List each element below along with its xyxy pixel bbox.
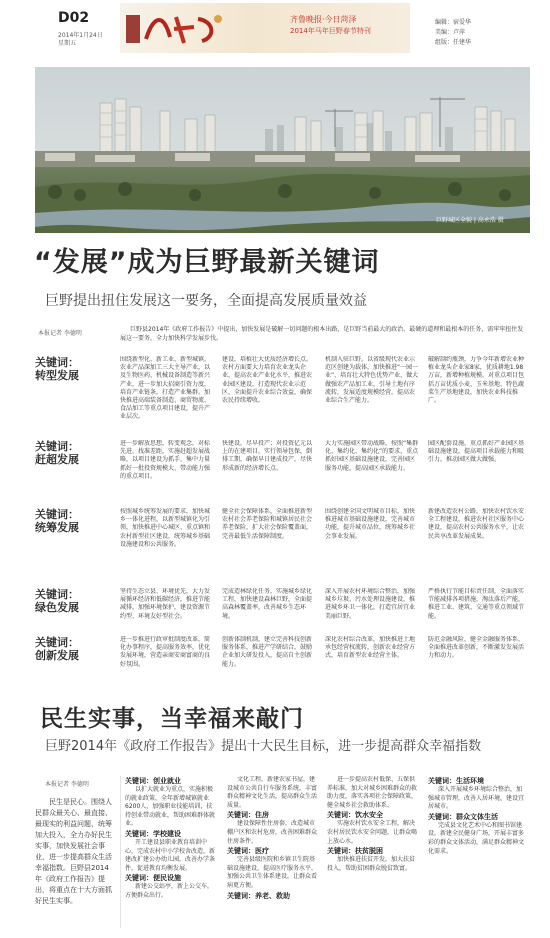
paragraph: 完善县级医院和乡镇卫生院基础设施建设，提高医疗服务水平，加强公共卫生体系建设，让群众看病更方便。 — [227, 856, 318, 889]
section-text-col: 围绕新型化、新工业、新型城镇、农业产品深加工三大主导产业，以及生物医药、机械设备制造等新兴产业，进一步加大招商引资力度，培育产业链条，打造产业集群。加快推进高端装备制造、商贸物流、食品加工等重点项目建设，提升产业层次。 — [120, 356, 211, 421]
section-text-col: 进一步解放思想，转变观念，对标先进，找准差距，实施赶超发展战略，以项目建设为抓手，集中力量抓好一批投资规模大、带动能力强的重点项目。 — [120, 440, 211, 480]
section-text-col: 大力实施园区带动战略，按照“集群化、集约化、集约化”的要求，重点抓好园区基础设施建设，完善园区服务功能，提高园区承载能力。 — [325, 440, 419, 472]
article2-subtitle: 巨野2014年《政府工作报告》提出十大民生目标，进一步提高群众幸福指数 — [45, 739, 482, 754]
section-text-col: 机制入驻巨野。以省级现代农业示范区创建为载体，加快推进“一园一业”，培育壮大特色优势产业，做大做强农产品加工业，引导土地有序流转，发展适度规模经营，提高农业综合生产能力。 — [325, 356, 419, 405]
section-text-col: 完成造林绿化任务，实施城乡绿化工程，加快建设森林巨野，全面提高森林覆盖率，改善城乡生态环境。 — [222, 588, 313, 620]
section-text-col: 严格执行节能目标责任制，全面落实节能减排各项措施，淘汰落后产能，推进工业、建筑、交通等重点领域节能。 — [428, 588, 525, 620]
subheading: 关键词：住房 — [227, 811, 269, 820]
photo-caption: 巨野城区全貌 | 高永浩 摄 — [436, 217, 504, 224]
paragraph: 加快推进扶贫开发，加大扶贫投入，帮助贫困群众脱贫致富。 — [327, 856, 416, 872]
keyword-label: 关键词： — [35, 356, 79, 369]
section-text-col: 创新体制机制，建立完善科技创新服务体系，推进产学研结合，鼓励企业加大研发投入，提高自主创新能力。 — [222, 636, 313, 668]
subheading: 关键词：饮水安全 — [327, 811, 383, 820]
city-skyline-photo-art — [35, 67, 530, 233]
article2-intro: 民生是民心。围绕人民群众最关心、最直接、最现实的利益问题，统筹加大投入，全力办好民生实事，加快发展社会事业，进一步提高群众生活幸福指数。巨野县2014年《政府工作报告》提出，将重点在十大方面抓好民生实事。 — [35, 798, 112, 905]
section-text-col: 坚持生态立县、环境优先，大力发展循环经济和低碳经济，推进节能减排，加强环境保护，建设资源节约型、环境友好型社会。 — [120, 588, 211, 620]
paragraph: 建设保障性住房套，改造城市棚户区和农村危房，改善困难群众住房条件。 — [227, 820, 318, 845]
section-text-col: 深化农村综合改革，加快推进土地承包经营权流转，创新农业经营方式，培育新型农业经营主体。 — [325, 636, 416, 660]
subheading: 关键词：生活环境 — [428, 777, 484, 785]
section-text-col: 园区配套设施，重点抓好产业园区基础设施建设，提高项目承载能力和吸引力，推动园区做大做强。 — [428, 440, 525, 464]
paragraph: 以扩大就业为重点，实施积极的就业政策，全年新增城镇就业6200人，加强职业技能培训，扶持创业带动就业，帮助困难群体就业。 — [125, 786, 216, 828]
article-title: “发展”成为巨野最新关键词 — [34, 247, 380, 278]
paragraph: 文化工程，新建农家书屋，建设城市公共自行车服务系统，丰富群众精神文化生活，提高群众生活质量。 — [227, 776, 318, 809]
paragraph: 完成县文化艺术中心和图书馆建设，新建全民健身广场，开展丰富多彩的群众文体活动，满足群众精神文化需求。 — [428, 821, 525, 855]
banner-line-1: 齐鲁晚报·今日菏泽 — [290, 15, 357, 24]
festival-banner — [120, 3, 410, 53]
article2-byline: 本报记者 李德明 — [45, 781, 89, 788]
paragraph: 新建公交站亭，新上公交车，方便群众出行。 — [125, 883, 214, 899]
keyword-text: 赶超发展 — [35, 453, 79, 466]
article2-column-b — [227, 776, 320, 932]
subheading: 关键词：群众文体生活 — [428, 812, 498, 821]
keyword-heading-innovation — [35, 636, 113, 663]
keyword-text: 创新发展 — [35, 649, 79, 662]
section-text-col: 快建设，尽早投产；对投资亿元以上的在建项目，实行领导包保，倒排工期，确保早日建成投产，尽快形成新的经济增长点。 — [222, 440, 313, 472]
credit-design: 美编：卢萍 — [435, 29, 466, 36]
keyword-text: 转型发展 — [35, 369, 79, 382]
article2-title: 民生实事，当幸福来敲门 — [40, 706, 304, 732]
article-lead: 巨野县2014年《政府工作报告》中提出，加快发展是破解一切问题的根本出路，是巨野当前最大的政治、最硬的道理和最根本的任务，需牢牢扭住发展这一要务，全力加快科学发展步伐。 — [120, 326, 524, 342]
subheading: 关键词：便民设施 — [125, 874, 181, 883]
article2-column-a — [125, 776, 218, 932]
keyword-heading-transformation — [35, 356, 113, 383]
subheading: 关键词：养老、救助 — [227, 891, 290, 900]
column-divider — [120, 776, 121, 928]
article-byline: 本报记者 李德明 — [38, 330, 82, 337]
article2-column-d — [428, 776, 526, 932]
subheading: 关键词：学校建设 — [125, 829, 181, 838]
article2-column-c — [327, 776, 420, 932]
credit-proof: 组版：任建华 — [435, 39, 472, 46]
calligraphy-art-icon — [124, 9, 224, 49]
keyword-label: 关键词： — [35, 636, 79, 649]
section-text-col: 深入开展农村环境综合整治，加强城乡垃圾、污水处理设施建设，推进城乡环卫一体化，打造宜居宜业美丽巨野。 — [325, 588, 416, 620]
section-text-col: 破解制约瓶颈，力争今年新增农业种植业龙头企业家8家，优质耕地1.98万亩，新增种植规模。对重点项目包括万亩优质小麦、玉米基地、特色蔬菜生产基地建设，加快农业科技推广。 — [428, 356, 525, 405]
section-text-col: 围绕创建全国文明城市目标，加快推进城市基础设施建设，完善城市功能，提升城市品位，统筹城乡社会事业发展。 — [325, 508, 416, 540]
subheading: 关键词：医疗 — [227, 847, 269, 856]
subheading: 关键词：创业就业 — [125, 777, 181, 785]
page-number: D02 — [58, 10, 90, 26]
paragraph: 进一步提高农村低保、五保供养标准，加大对城乡困难群众的救助力度，落实各项社会保障政策，健全城乡社会救助体系。 — [327, 776, 418, 809]
section-text-col: 新建改造农村公路，加快农村饮水安全工程建设，推进农村社区服务中心建设，提高农村公共服务水平，让农民共享改革发展成果。 — [428, 508, 525, 540]
keyword-label: 关键词： — [35, 588, 79, 601]
keyword-heading-catch-up — [35, 440, 113, 467]
paragraph: 开工建设县职业教育培训中心，完成农村中小学校舍改造，新建改扩建公办幼儿园，改善办学条件，促进教育均衡发展。 — [125, 838, 216, 872]
keyword-heading-coordination — [35, 508, 113, 535]
city-skyline-photo — [35, 67, 530, 233]
keyword-text: 统筹发展 — [35, 521, 79, 534]
credit-editor: 编辑：宿爱华 — [435, 19, 472, 26]
section-text-col: 按照城乡统筹发展的要求，加快城乡一体化进程，以新型城镇化为引领，加快推进中心城区、重点镇和农村新型社区建设，统筹城乡基础设施建设和公共服务。 — [120, 508, 211, 548]
issue-date: 2014年1月24日 — [58, 32, 103, 39]
banner-line-2: 2014年马年巨野春节特刊 — [290, 27, 371, 35]
issue-weekday: 星期五 — [58, 40, 77, 47]
keyword-heading-green — [35, 588, 113, 615]
section-text-col: 防范金融风险，健全金融服务体系，全面推进改革创新，不断激发发展活力和动力。 — [428, 636, 525, 660]
keyword-label: 关键词： — [35, 508, 79, 521]
section-text-col: 健全社会保障体系，全面推进新型农村社会养老保险和城镇居民社会养老保险，扩大社会保险覆盖面，完善最低生活保障制度。 — [222, 508, 313, 540]
keyword-label: 关键词： — [35, 440, 79, 453]
section-text-col: 建设，培植壮大优质经济增长点。农村方面要大力培育农业龙头企业，提高农业产业化水平，推进农业园区建设，打造现代农业示范区，全面提升农业综合效益，确保农民持续增收。 — [222, 356, 313, 405]
section-text-col: 进一步推进行政审批制度改革，简化办事程序，提高服务效率，优化发展环境，营造亲商安商富商的良好氛围。 — [120, 636, 211, 668]
paragraph: 实施农村饮水安全工程，解决农村居民饮水安全问题，让群众喝上放心水。 — [327, 820, 418, 845]
subheading: 关键词：扶贫脱困 — [327, 847, 383, 856]
paragraph: 深入开展城乡环境综合整治，加强城市管理，改善人居环境，建设宜居城市。 — [428, 786, 525, 811]
keyword-text: 绿色发展 — [35, 601, 79, 614]
article-subtitle: 巨野提出扭住发展这一要务，全面提高发展质量效益 — [45, 293, 367, 309]
